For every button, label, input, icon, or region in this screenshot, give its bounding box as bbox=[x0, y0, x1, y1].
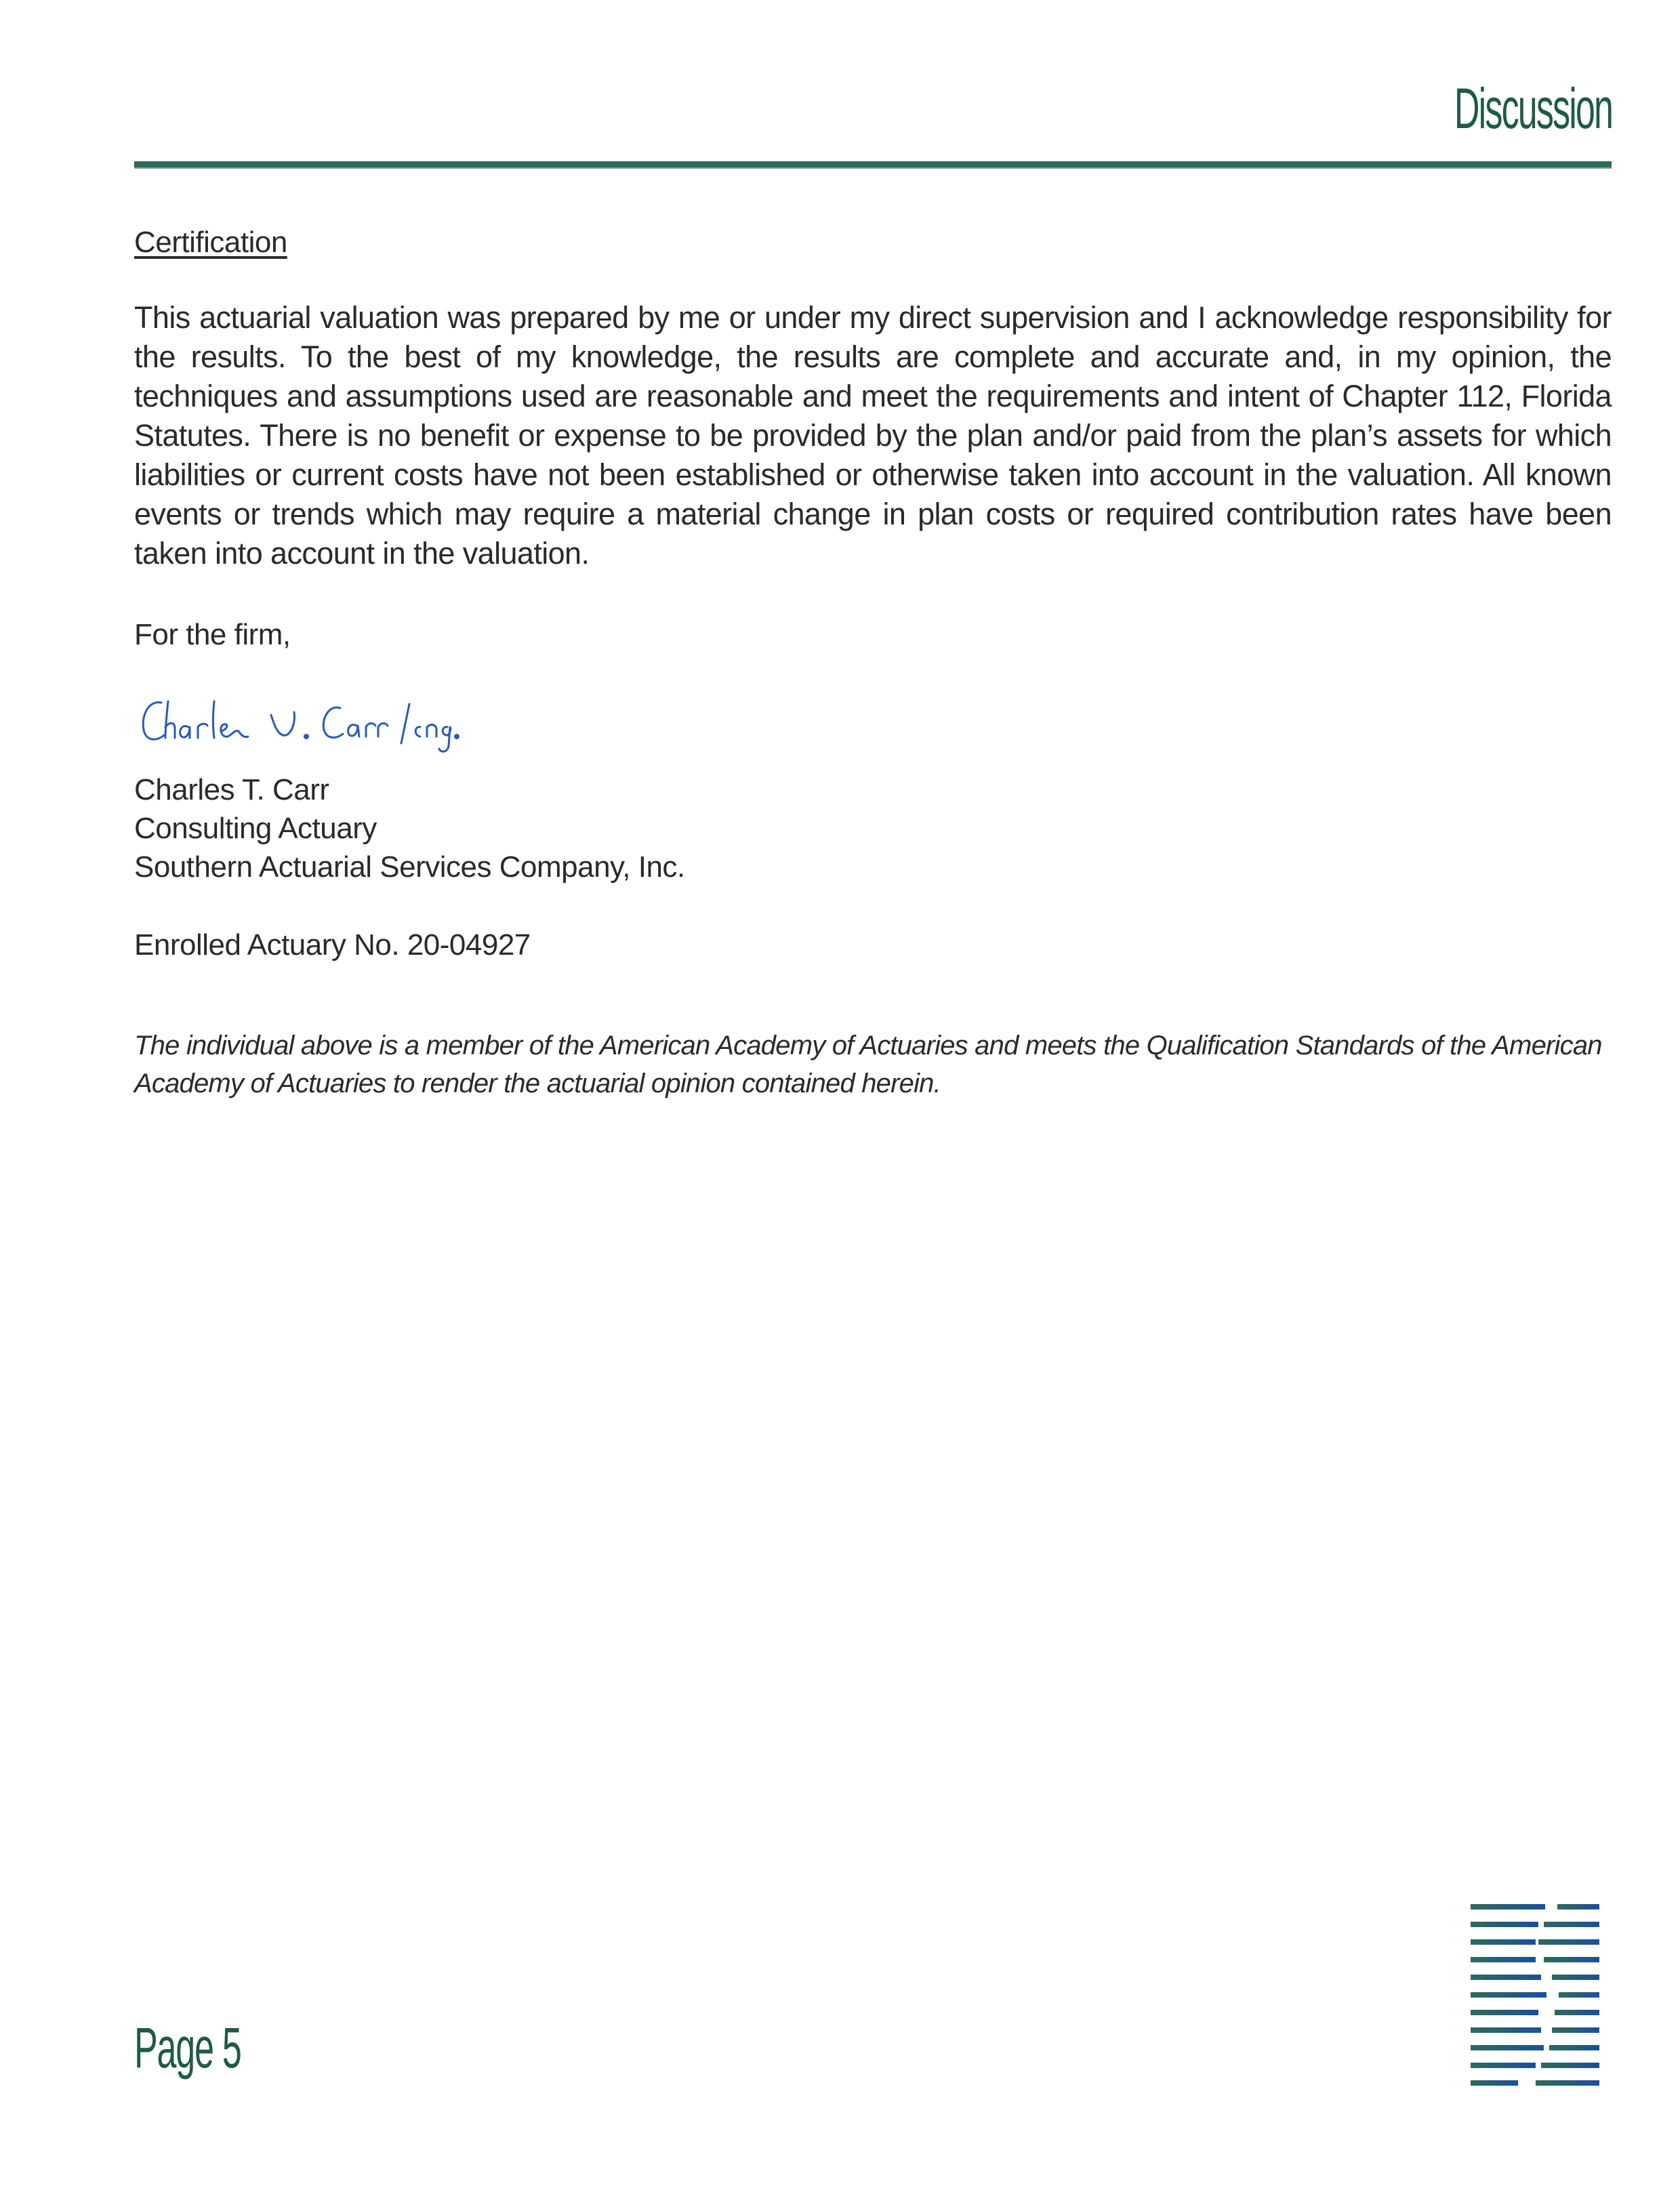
signature-image bbox=[136, 688, 461, 762]
header-title: Discussion bbox=[1454, 77, 1612, 140]
signer-block bbox=[134, 770, 685, 886]
disclaimer: The individual above is a member of the American Academy of Actuaries and meets the Qualification Standards of the American Academy of Actuaries to render the actuarial opinion contained herein. bbox=[134, 1031, 1602, 1098]
signer-name: Charles T. Carr bbox=[134, 773, 329, 806]
signer-title: Consulting Actuary bbox=[134, 812, 377, 845]
page-number: Page 5 bbox=[134, 2016, 241, 2080]
section-heading: Certification bbox=[134, 226, 287, 259]
company-logo-icon bbox=[1471, 1904, 1599, 2087]
signer-company: Southern Actuarial Services Company, Inc. bbox=[134, 850, 685, 884]
enrollment-number: Enrolled Actuary No. 20-04927 bbox=[134, 928, 531, 962]
header-rule bbox=[134, 161, 1612, 169]
closing-line: For the firm, bbox=[134, 618, 291, 651]
certification-paragraph: This actuarial valuation was prepared by me or under my direct supervision and I acknowledge responsibility for the results. To the best of my knowledge, the results are complete and accurate and, in my opinion, the techniques and assumptions used are reasonable and meet the requirements and intent of Chapter 112, Florida Statutes. There is no benefit or expense to be provided by the plan and/or paid from the plan’s assets for which liabilities or current costs have not been established or otherwise taken into account in the valuation. All known events or trends which may require a material change in plan costs or required contribution rates have been taken into account in the valuation. bbox=[134, 300, 1612, 571]
